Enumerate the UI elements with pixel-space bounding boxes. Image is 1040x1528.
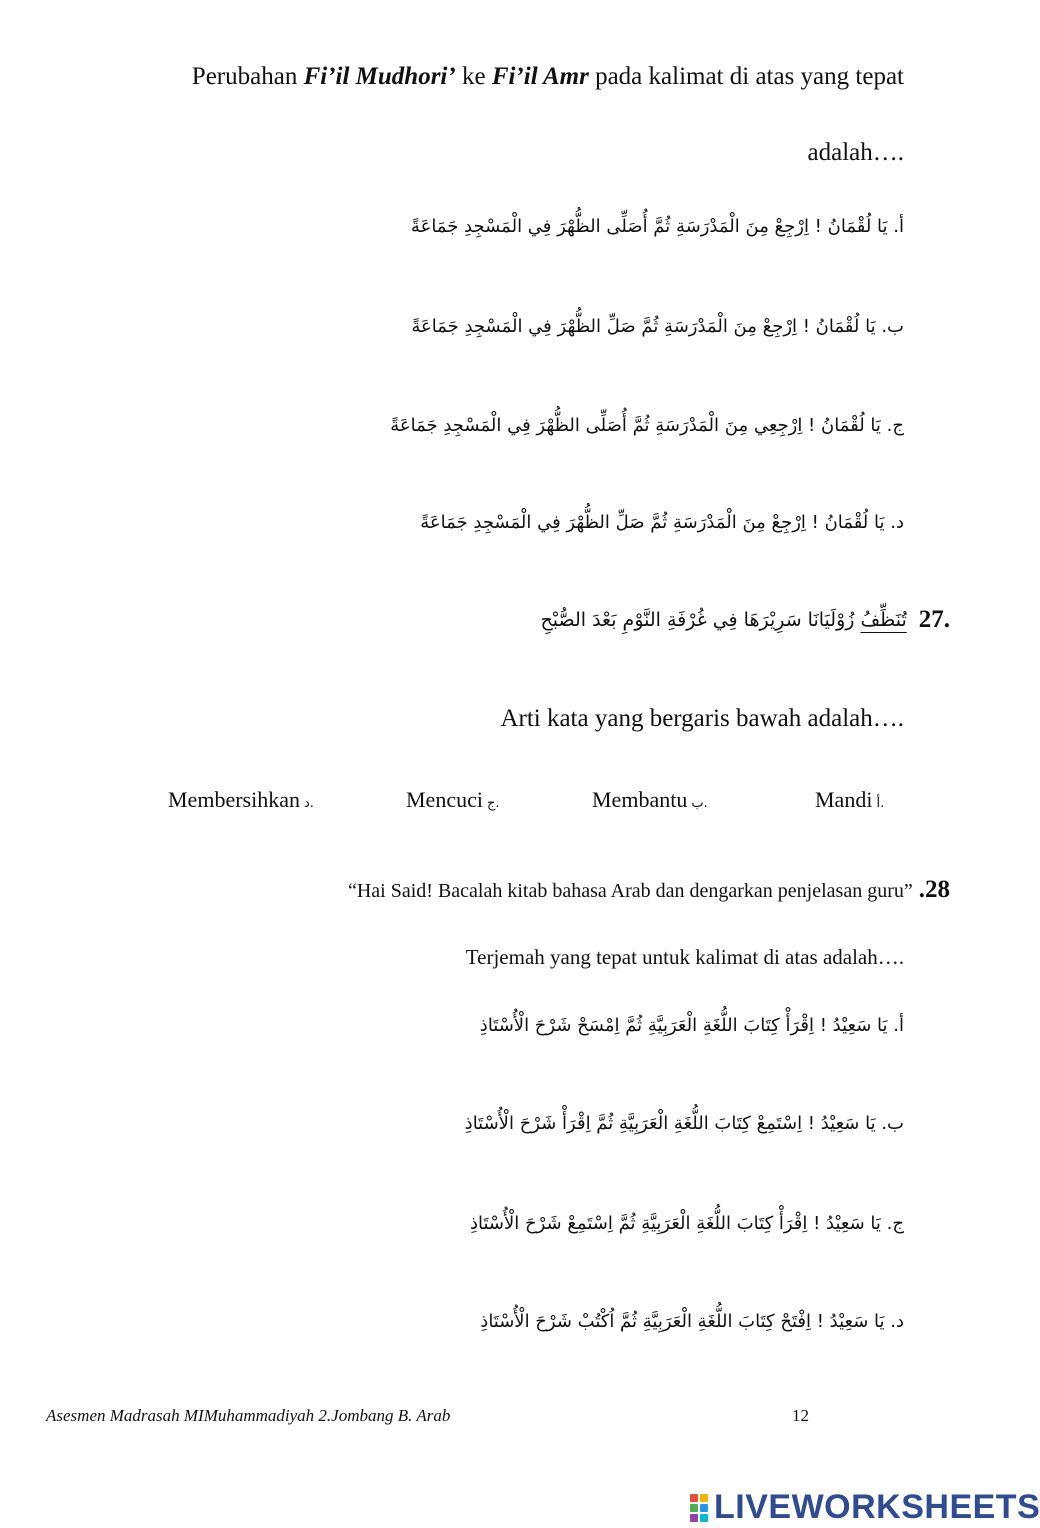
choice-text: Membantu bbox=[592, 787, 688, 812]
q26-option-c[interactable] bbox=[390, 415, 904, 436]
logo-cell bbox=[690, 1514, 698, 1522]
liveworksheets-brand[interactable] bbox=[690, 1488, 1040, 1527]
term-fiil-mudhori: Fi’il Mudhori’ bbox=[303, 63, 456, 90]
option-letter: ب. bbox=[881, 1113, 904, 1134]
option-letter: د. bbox=[890, 512, 904, 533]
logo-cell bbox=[700, 1514, 708, 1522]
logo-cell bbox=[700, 1504, 708, 1512]
q28-number: .28 bbox=[918, 876, 950, 903]
choice-text: Mandi bbox=[815, 787, 873, 812]
option-letter: ج. bbox=[886, 415, 904, 436]
q27-choice-a[interactable] bbox=[815, 787, 884, 813]
q28-option-a[interactable] bbox=[480, 1015, 904, 1036]
option-text: يَا لُقْمَانُ ! اِرْجِعْ مِنَ الْمَدْرَسَةِ ثُمَّ صَلِّ الظُّهْرَ فِي الْمَسْجِدِ جَمَاعَةً bbox=[420, 512, 885, 533]
logo-cell bbox=[690, 1494, 698, 1502]
option-letter: ج. bbox=[886, 1213, 904, 1234]
q27-header bbox=[541, 606, 951, 634]
option-letter: د. bbox=[890, 1311, 904, 1332]
page-number: 12 bbox=[792, 1406, 809, 1425]
q27-prompt: Arti kata yang bergaris bawah adalah…. bbox=[500, 705, 904, 732]
liveworksheets-wordmark: LIVEWORKSHEETS bbox=[714, 1488, 1040, 1526]
q27-choice-d[interactable] bbox=[168, 787, 314, 813]
term-fiil-amr: Fi’il Amr bbox=[491, 63, 589, 90]
sentence-rest: زُوْلَيَانَا سَرِيْرَهَا فِي غُرْفَةِ النَّوْمِ بَعْدَ الصُّبْحِ bbox=[540, 609, 861, 631]
choice-text: Mencuci bbox=[406, 787, 483, 812]
option-text: يَا لُقْمَانُ ! اِرْجِعْ مِنَ الْمَدْرَسَةِ ثُمَّ صَلِّ الظُّهْرَ فِي الْمَسْجِدِ جَمَاعَةً bbox=[411, 316, 876, 337]
q27-number: 27. bbox=[918, 606, 950, 633]
underlined-word: تُنَظِّفُ bbox=[860, 609, 907, 631]
choice-marker: د. bbox=[303, 796, 314, 811]
q28-option-b[interactable] bbox=[465, 1113, 904, 1134]
choice-marker: ج. bbox=[486, 796, 500, 811]
option-text: يَا لُقْمَانُ ! اِرْجِعْ مِنَ الْمَدْرَسَةِ ثُمَّ أُصَلِّى الظُّهْرَ فِي الْمَسْجِدِ جَمَاعَةً bbox=[410, 216, 888, 237]
option-text: يَا لُقْمَانُ ! اِرْجِعِي مِنَ الْمَدْرَسَةِ ثُمَّ أُصَلِّى الظُّهْرَ فِي الْمَسْجِدِ جَمَاعَةً bbox=[390, 415, 881, 436]
option-letter: أ. bbox=[893, 1015, 904, 1036]
choice-marker: أ. bbox=[876, 796, 885, 811]
option-text: يَا سَعِيْدُ ! اِقْرَأْ كِتَابَ اللُّغَةِ الْعَرَبِيَّةِ ثُمَّ اِمْسَحْ شَرْحَ الْأُسْتَاذِ bbox=[479, 1015, 888, 1036]
logo-cell bbox=[690, 1504, 698, 1512]
q27-sentence bbox=[541, 609, 907, 631]
prompt-text: pada kalimat di atas yang tepat bbox=[588, 63, 904, 90]
prompt-text: Perubahan bbox=[191, 63, 304, 90]
q27-choice-b[interactable] bbox=[592, 787, 708, 813]
liveworksheets-logo-icon bbox=[690, 1494, 708, 1522]
option-text: يَا سَعِيْدُ ! اِسْتَمِعْ كِتَابَ اللُّغَةِ الْعَرَبِيَّةِ ثُمَّ اِقْرَأْ شَرْحَ الْأُسْتَاذِ bbox=[464, 1113, 876, 1134]
option-letter: ب. bbox=[881, 316, 904, 337]
choice-text: Membersihkan bbox=[168, 787, 300, 812]
q26-prompt bbox=[100, 62, 904, 92]
q26-option-b[interactable] bbox=[411, 316, 904, 337]
option-letter: أ. bbox=[893, 216, 904, 237]
q26-option-d[interactable] bbox=[420, 512, 904, 533]
q28-header bbox=[348, 876, 950, 904]
choice-marker: ب. bbox=[691, 796, 708, 811]
q28-option-c[interactable] bbox=[470, 1213, 904, 1234]
logo-cell bbox=[700, 1494, 708, 1502]
q28-quote: “Hai Said! Bacalah kitab bahasa Arab dan dengarkan penjelasan guru” bbox=[347, 880, 913, 902]
option-text: يَا سَعِيْدُ ! اِقْرَأْ كِتَابَ اللُّغَةِ الْعَرَبِيَّةِ ثُمَّ اِسْتَمِعْ شَرْحَ الْأُسْتَاذِ bbox=[470, 1213, 881, 1234]
prompt-text: ke bbox=[455, 63, 492, 90]
q27-choice-c[interactable] bbox=[406, 787, 500, 813]
option-text: يَا سَعِيْدُ ! اِفْتَحْ كِتَابَ اللُّغَةِ الْعَرَبِيَّةِ ثُمَّ اُكْتُبْ شَرْحَ الْأُسْتَاذِ bbox=[480, 1311, 885, 1332]
q28-prompt: Terjemah yang tepat untuk kalimat di atas adalah…. bbox=[465, 945, 904, 969]
q26-prompt-cont: adalah…. bbox=[807, 139, 904, 166]
footer-title: Asesmen Madrasah MIMuhammadiyah 2.Jombang B. Arab bbox=[46, 1406, 451, 1425]
q26-option-a[interactable] bbox=[411, 216, 904, 237]
q28-option-d[interactable] bbox=[480, 1311, 904, 1332]
